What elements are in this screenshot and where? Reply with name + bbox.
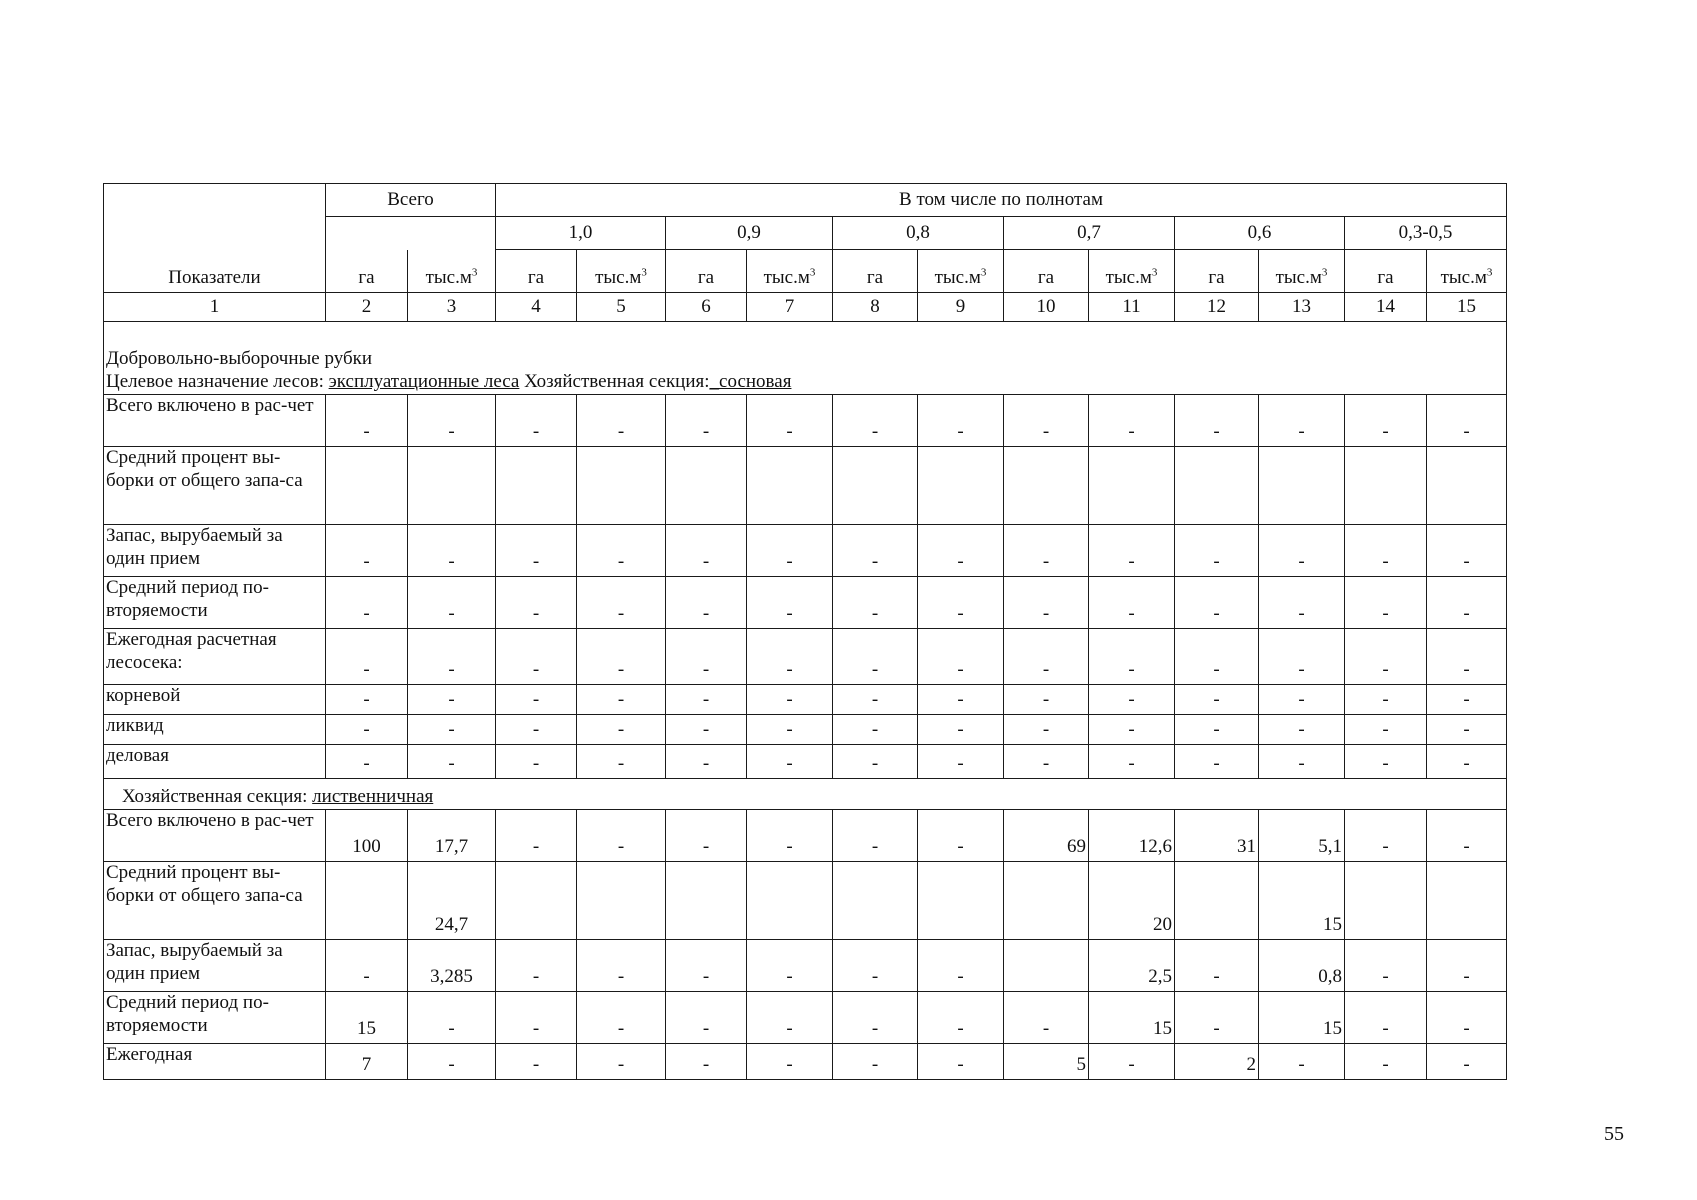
table-cell — [666, 862, 747, 940]
table-cell — [326, 447, 408, 525]
column-number-6: 6 — [666, 293, 747, 322]
table-cell: - — [666, 940, 747, 992]
table-cell: - — [1427, 992, 1507, 1044]
table-cell: - — [1089, 525, 1175, 577]
header-unit-ha: га — [496, 250, 577, 293]
table-cell — [918, 862, 1004, 940]
table-cell: - — [1427, 810, 1507, 862]
unit-volume-superscript: 3 — [980, 266, 987, 279]
table-cell: 12,6 — [1089, 810, 1175, 862]
table-cell: - — [833, 715, 918, 745]
header-including-by-density: В том числе по полнотам — [496, 184, 1507, 217]
row-label: Всего включено в рас-чет — [104, 395, 326, 447]
table-cell — [1345, 447, 1427, 525]
table-row — [104, 862, 1507, 940]
row-label: Средний процент вы-борки от общего запа-са — [104, 862, 326, 940]
table-cell — [496, 862, 577, 940]
table-cell: - — [1089, 1044, 1175, 1080]
table-cell: - — [1004, 685, 1089, 715]
unit-volume-text: тыс.м — [1440, 267, 1487, 289]
table-cell: - — [326, 940, 408, 992]
table-cell: - — [496, 1044, 577, 1080]
table-cell: - — [1345, 715, 1427, 745]
table-cell: - — [918, 577, 1004, 629]
table-cell — [833, 447, 918, 525]
table-cell: - — [1089, 745, 1175, 779]
section-1-title — [104, 322, 1507, 395]
page-number: 55 — [1604, 1123, 1624, 1145]
table-cell: - — [496, 577, 577, 629]
table-cell: 69 — [1004, 810, 1089, 862]
column-number-8: 8 — [833, 293, 918, 322]
table-cell — [833, 862, 918, 940]
forest-purpose-value: эксплуатационные леса — [328, 371, 520, 393]
row-label: корневой — [104, 685, 326, 715]
table-cell: - — [1345, 577, 1427, 629]
header-unit-ha: га — [1175, 250, 1259, 293]
row-label: Средний период по-вторяемости — [104, 577, 326, 629]
table-cell: - — [747, 992, 833, 1044]
table-cell: 17,7 — [408, 810, 496, 862]
table-cell: - — [747, 395, 833, 447]
table-cell: - — [833, 629, 918, 685]
row-label: Ежегодная — [104, 1044, 326, 1080]
unit-volume-superscript: 3 — [809, 266, 816, 279]
table-cell: - — [326, 745, 408, 779]
table-cell — [918, 447, 1004, 525]
table-cell: - — [1175, 395, 1259, 447]
table-cell: - — [408, 577, 496, 629]
table-cell: - — [1004, 525, 1089, 577]
table-cell: 3,285 — [408, 940, 496, 992]
unit-volume-superscript: 3 — [471, 266, 478, 279]
table-cell: - — [918, 685, 1004, 715]
table-cell: - — [666, 1044, 747, 1080]
table-row — [104, 629, 1507, 685]
table-row — [104, 745, 1507, 779]
section-value-pine: _сосновая — [709, 371, 792, 393]
column-number-10: 10 — [1004, 293, 1089, 322]
table-cell: - — [1175, 685, 1259, 715]
table-cell: - — [833, 745, 918, 779]
table-row — [104, 1044, 1507, 1080]
header-density-4: 0,6 — [1175, 217, 1345, 250]
header-total: Всего — [326, 184, 496, 217]
column-number-14: 14 — [1345, 293, 1427, 322]
table-cell — [747, 862, 833, 940]
header-unit-ha: га — [326, 250, 408, 293]
table-cell: - — [1175, 715, 1259, 745]
table-cell: - — [918, 715, 1004, 745]
row-label: Ежегодная расчетная лесосека: — [104, 629, 326, 685]
column-number-11: 11 — [1089, 293, 1175, 322]
table-cell — [1175, 862, 1259, 940]
table-cell: - — [326, 395, 408, 447]
table-cell — [496, 447, 577, 525]
table-cell: - — [1004, 629, 1089, 685]
table-cell: - — [747, 525, 833, 577]
table-cell: - — [496, 685, 577, 715]
column-number-13: 13 — [1259, 293, 1345, 322]
cutting-type: Добровольно-выборочные рубки — [106, 348, 373, 370]
header-density-3: 0,7 — [1004, 217, 1175, 250]
table-cell: - — [577, 992, 666, 1044]
header-unit-volume — [577, 250, 666, 293]
header-density-0: 1,0 — [496, 217, 666, 250]
table-cell: - — [577, 525, 666, 577]
table-cell: - — [1175, 940, 1259, 992]
row-label: Запас, вырубаемый за один прием — [104, 940, 326, 992]
table-row — [104, 685, 1507, 715]
table-cell: - — [918, 395, 1004, 447]
table-cell: - — [326, 629, 408, 685]
table-cell: - — [1259, 577, 1345, 629]
table-cell: - — [1175, 745, 1259, 779]
unit-volume-text: тыс.м — [1105, 267, 1152, 289]
header-unit-ha: га — [666, 250, 747, 293]
table-cell: - — [496, 745, 577, 779]
table-cell: - — [1089, 395, 1175, 447]
column-number-15: 15 — [1427, 293, 1507, 322]
header-density-5: 0,3-0,5 — [1345, 217, 1507, 250]
unit-volume-superscript: 3 — [1151, 266, 1158, 279]
table-cell: - — [666, 577, 747, 629]
table-cell: - — [496, 940, 577, 992]
table-cell: - — [666, 745, 747, 779]
table-cell: - — [1089, 629, 1175, 685]
table-cell: - — [666, 715, 747, 745]
table-cell: - — [408, 629, 496, 685]
section-2-title — [104, 779, 1507, 810]
header-total-spacer — [326, 217, 496, 250]
table-cell: - — [918, 1044, 1004, 1080]
table-cell: - — [747, 629, 833, 685]
table-cell: - — [1175, 629, 1259, 685]
table-cell: - — [326, 715, 408, 745]
table-cell: - — [577, 395, 666, 447]
table-cell: - — [408, 992, 496, 1044]
table-cell: - — [1004, 992, 1089, 1044]
header-unit-volume — [1259, 250, 1345, 293]
table-cell: - — [1259, 629, 1345, 685]
table-cell: 15 — [1089, 992, 1175, 1044]
column-number-1: 1 — [104, 293, 326, 322]
header-unit-volume — [408, 250, 496, 293]
table-cell: - — [496, 525, 577, 577]
table-cell: - — [577, 715, 666, 745]
table-cell: - — [918, 525, 1004, 577]
table-cell: 24,7 — [408, 862, 496, 940]
table-cell: - — [577, 745, 666, 779]
table-cell: 15 — [1259, 992, 1345, 1044]
table-cell: - — [1259, 525, 1345, 577]
cutting-calculation-table — [103, 183, 1507, 1080]
table-cell: - — [408, 395, 496, 447]
table-cell: - — [833, 395, 918, 447]
row-label: Всего включено в рас-чет — [104, 810, 326, 862]
table-cell: - — [1259, 395, 1345, 447]
table-cell: - — [408, 525, 496, 577]
column-number-7: 7 — [747, 293, 833, 322]
table-cell: - — [747, 715, 833, 745]
table-row — [104, 525, 1507, 577]
table-cell: - — [1004, 745, 1089, 779]
table-cell — [326, 862, 408, 940]
table-cell: - — [326, 525, 408, 577]
table-cell — [408, 447, 496, 525]
table-cell: - — [1427, 940, 1507, 992]
table-cell: - — [408, 1044, 496, 1080]
table-cell: - — [833, 940, 918, 992]
table-cell: - — [747, 1044, 833, 1080]
table-cell: - — [577, 940, 666, 992]
table-cell — [1259, 447, 1345, 525]
table-cell: 2 — [1175, 1044, 1259, 1080]
table-cell: - — [833, 525, 918, 577]
table-cell: - — [918, 992, 1004, 1044]
table-cell — [1004, 862, 1089, 940]
unit-volume-text: тыс.м — [934, 267, 981, 289]
table-cell: - — [833, 810, 918, 862]
table-row — [104, 992, 1507, 1044]
table-cell — [747, 447, 833, 525]
table-cell: - — [496, 810, 577, 862]
header-unit-ha: га — [1004, 250, 1089, 293]
table-cell: - — [496, 715, 577, 745]
section-value-larch: лиственничная — [312, 786, 434, 808]
unit-volume-text: тыс.м — [425, 267, 472, 289]
table-cell: - — [747, 745, 833, 779]
column-number-9: 9 — [918, 293, 1004, 322]
table-cell: - — [1427, 395, 1507, 447]
unit-volume-superscript: 3 — [641, 266, 647, 279]
table-cell: - — [577, 810, 666, 862]
header-unit-volume — [918, 250, 1004, 293]
unit-volume-superscript: 3 — [1321, 266, 1328, 279]
table-cell: - — [1175, 992, 1259, 1044]
unit-volume-text: тыс.м — [763, 267, 810, 289]
table-cell — [1089, 447, 1175, 525]
table-cell: 15 — [1259, 862, 1345, 940]
table-cell: - — [1259, 745, 1345, 779]
table-cell: - — [1259, 715, 1345, 745]
column-number-12: 12 — [1175, 293, 1259, 322]
table-cell: - — [747, 810, 833, 862]
column-number-3: 3 — [408, 293, 496, 322]
table-cell: - — [1259, 1044, 1345, 1080]
header-unit-ha: га — [833, 250, 918, 293]
table-cell: - — [577, 577, 666, 629]
table-cell: - — [1345, 629, 1427, 685]
table-cell: - — [1345, 992, 1427, 1044]
table-cell: - — [408, 715, 496, 745]
table-cell: 2,5 — [1089, 940, 1175, 992]
table-cell: - — [1089, 715, 1175, 745]
table-cell: - — [326, 685, 408, 715]
table-row — [104, 715, 1507, 745]
table-cell: - — [918, 810, 1004, 862]
table-cell: - — [666, 685, 747, 715]
row-label: деловая — [104, 745, 326, 779]
table-cell: 0,8 — [1259, 940, 1345, 992]
table-cell: - — [1004, 577, 1089, 629]
table-cell: - — [496, 992, 577, 1044]
table-cell: - — [1345, 745, 1427, 779]
table-cell: - — [408, 685, 496, 715]
table-cell — [1345, 862, 1427, 940]
table-cell: - — [1427, 685, 1507, 715]
row-label: Запас, вырубаемый за один прием — [104, 525, 326, 577]
table-cell: - — [1345, 1044, 1427, 1080]
table-row — [104, 810, 1507, 862]
row-label: Средний период по-вторяемости — [104, 992, 326, 1044]
forest-table-sheet — [103, 183, 1506, 1080]
header-density-1: 0,9 — [666, 217, 833, 250]
table-cell: - — [577, 629, 666, 685]
table-cell — [577, 447, 666, 525]
table-cell: - — [408, 745, 496, 779]
unit-volume-superscript: 3 — [1486, 266, 1493, 279]
table-row — [104, 447, 1507, 525]
table-cell: 20 — [1089, 862, 1175, 940]
table-cell: - — [1259, 685, 1345, 715]
column-number-4: 4 — [496, 293, 577, 322]
table-cell: - — [1004, 715, 1089, 745]
unit-volume-text: тыс.м — [595, 267, 642, 289]
header-unit-volume — [747, 250, 833, 293]
table-cell: - — [577, 685, 666, 715]
table-cell: 31 — [1175, 810, 1259, 862]
table-cell — [577, 862, 666, 940]
table-cell: - — [1345, 810, 1427, 862]
header-density-2: 0,8 — [833, 217, 1004, 250]
table-cell: - — [918, 629, 1004, 685]
table-cell: - — [1427, 629, 1507, 685]
forest-purpose-label: Целевое назначение лесов: — [106, 371, 329, 393]
row-label: ликвид — [104, 715, 326, 745]
unit-volume-text: тыс.м — [1275, 267, 1322, 289]
table-cell: - — [833, 577, 918, 629]
table-cell: - — [747, 577, 833, 629]
table-row — [104, 395, 1507, 447]
table-cell: - — [666, 395, 747, 447]
table-cell: - — [496, 629, 577, 685]
header-indicators: Показатели — [104, 184, 326, 293]
table-cell: - — [1345, 525, 1427, 577]
table-cell: 5,1 — [1259, 810, 1345, 862]
table-cell: - — [1175, 525, 1259, 577]
table-cell: - — [1089, 577, 1175, 629]
table-cell: - — [833, 992, 918, 1044]
table-cell: - — [747, 685, 833, 715]
table-row — [104, 940, 1507, 992]
table-cell: - — [326, 577, 408, 629]
table-cell: 100 — [326, 810, 408, 862]
section-label: Хозяйственная секция: — [122, 786, 313, 808]
table-cell: - — [1427, 525, 1507, 577]
table-cell: - — [1427, 577, 1507, 629]
table-cell: - — [496, 395, 577, 447]
table-cell: - — [1345, 940, 1427, 992]
header-unit-ha: га — [1345, 250, 1427, 293]
table-cell: - — [666, 810, 747, 862]
table-cell: - — [577, 1044, 666, 1080]
table-cell: 7 — [326, 1044, 408, 1080]
table-cell: 15 — [326, 992, 408, 1044]
table-cell — [666, 447, 747, 525]
table-cell: - — [918, 745, 1004, 779]
table-cell: - — [1345, 395, 1427, 447]
table-cell: - — [1427, 715, 1507, 745]
table-cell — [1004, 940, 1089, 992]
header-unit-volume — [1089, 250, 1175, 293]
section-label: Хозяйственная секция: — [519, 371, 710, 393]
table-cell: - — [666, 525, 747, 577]
table-cell: 5 — [1004, 1044, 1089, 1080]
table-cell: - — [833, 685, 918, 715]
column-number-5: 5 — [577, 293, 666, 322]
header-unit-volume — [1427, 250, 1507, 293]
row-label: Средний процент вы-борки от общего запа-са — [104, 447, 326, 525]
table-cell — [1175, 447, 1259, 525]
forest-purpose-line — [106, 371, 1503, 394]
column-number-2: 2 — [326, 293, 408, 322]
table-cell: - — [1089, 685, 1175, 715]
table-cell: - — [833, 1044, 918, 1080]
table-cell — [1004, 447, 1089, 525]
table-cell — [1427, 862, 1507, 940]
table-cell — [1427, 447, 1507, 525]
table-cell: - — [1427, 745, 1507, 779]
table-cell: - — [747, 940, 833, 992]
table-cell: - — [918, 940, 1004, 992]
table-cell: - — [1427, 1044, 1507, 1080]
table-cell: - — [666, 629, 747, 685]
table-cell: - — [1004, 395, 1089, 447]
table-row — [104, 577, 1507, 629]
table-cell: - — [666, 992, 747, 1044]
table-cell: - — [1175, 577, 1259, 629]
table-cell: - — [1345, 685, 1427, 715]
